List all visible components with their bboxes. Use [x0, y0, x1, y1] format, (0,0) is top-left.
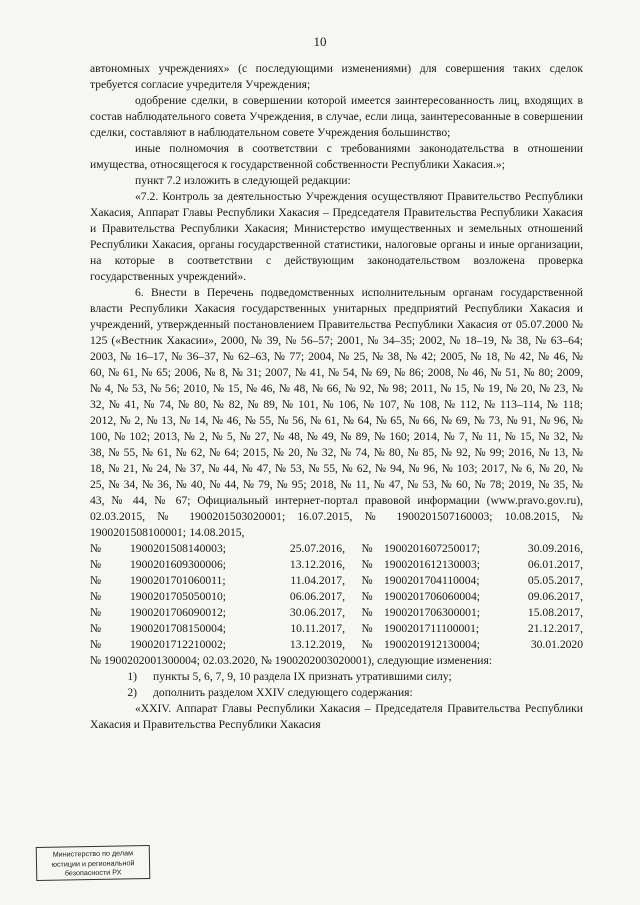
registry-date: 30.01.2020 [530, 638, 583, 651]
paragraph-5: «7.2. Контроль за деятельностью Учреждения осуществляют Правительство Республики Хакасия, Аппарат Главы Республики Хакасия – Председателя Правительства Республики Хакасия и Правительства Республики Хакасия; Министерство имущественных и земельных отношений Республики Хакасия, органы государственной статистики, налоговые органы и иные организации, на которые в соответствии с действующим законодательством возложена проверка государственных учреждений». [90, 190, 583, 283]
registry-number: 1900201705050010; [130, 590, 226, 603]
number-sign: № [90, 558, 102, 571]
registry-number: 1900201711100001; [384, 622, 480, 635]
registry-date: 10.11.2017, [290, 622, 345, 635]
registry-date: 21.12.2017, [527, 622, 583, 635]
page-number: 10 [313, 34, 327, 49]
registry-date: 06.01.2017, [527, 558, 583, 571]
paragraph-1: автономных учреждениях» (с последующими изменениями) для совершения таких сделок требуется согласие учредителя Учреждения; [90, 62, 583, 91]
number-sign: № [361, 574, 373, 587]
number-sign: № [361, 558, 373, 571]
number-sign: № [90, 606, 102, 619]
paragraph-4: пункт 7.2 изложить в следующей редакции: [135, 174, 351, 187]
number-sign: № [361, 622, 373, 635]
stamp-line: юстиции и региональной [51, 857, 135, 869]
table-row [90, 637, 583, 653]
registry-number: 1900201704110004; [384, 574, 480, 587]
number-sign: № [90, 574, 102, 587]
registry-date: 25.07.2016, [289, 542, 345, 555]
list-item-text: дополнить разделом XXIV следующего содержания: [153, 686, 413, 699]
registry-date: 05.05.2017, [527, 574, 583, 587]
registry-number: 1900201607250017; [384, 542, 480, 555]
table-row [90, 605, 583, 621]
registry-date: 06.06.2017, [289, 590, 345, 603]
registry-number: 1900201706090012; [130, 606, 226, 619]
tail-line: № 1900202001300004; 02.03.2020, № 1900202003020001), следующие изменения: [90, 654, 493, 667]
paragraph-2: одобрение сделки, в совершении которой имеется заинтересованность лиц, входящих в состав наблюдательного совета Учреждения, в случае, если лица, заинтересованные в совершении сделки, составляют в наблюдательном совете Учреждения большинство; [90, 94, 583, 139]
stamp-line: Министерство по делам [52, 848, 134, 859]
table-row [90, 557, 583, 573]
list-item-number: 1) [127, 670, 137, 683]
list-item-number: 2) [127, 686, 137, 699]
registry-number: 1900201912130004; [384, 638, 480, 651]
registry-date: 13.12.2019, [289, 638, 345, 651]
number-sign: № [90, 542, 102, 555]
registry-number: 1900201508140003; [130, 542, 226, 555]
number-sign: № [361, 542, 373, 555]
number-sign: № [361, 590, 373, 603]
number-sign: № [361, 638, 373, 651]
table-row [90, 541, 583, 557]
registry-numbers-table [90, 541, 583, 653]
number-sign: № [361, 606, 373, 619]
registry-number: 1900201609300006; [130, 558, 226, 571]
paragraph-6: 6. Внести в Перечень подведомственных исполнительным органам государственной власти Республики Хакасия государственных унитарных предприятий Республики Хакасия и учреждений, утвержденный постановлением Правительства Республики Хакасия от 05.07.2000 № 125 («Вестник Хакасии», 2000, № 39, № 56–57; 2001, № 34–35; 2002, № 18–19, № 38, № 63–64; 2003, № 16–17, № 36–37, № 62–63, № 77; 2004, № 25, № 38, № 42; 2005, № 18, № 42, № 46, № 60, № 61, № 65; 2006, № 8, № 31; 2007, № 41, № 54, № 69, № 86; 2008, № 46, № 51, № 80; 2009, № 4, № 53, № 56; 2010, № 15, № 46, № 48, № 66, № 92, № 98; 2011, № 15, № 19, № 20, № 23, № 32, № 41, № 74, № 80, № 82, № 89, № 101, № 106, № 107, № 108, № 112, № 113–114, № 118; 2012, № 2, № 13, № 14, № 46, № 55, № 56, № 61, № 64, № 65, № 66, № 69, № 73, № 91, № 96, № 100, № 102; 2013, № 2, № 5, № 27, № 48, № 49, № 89, № 160; 2014, № 7, № 11, № 15, № 32, № 38, № 55, № 61, № 62, № 64; 2015, № 20, № 32, № 74, № 80, № 85, № 92, № 99; 2016, № 13, № 18, № 21, № 24, № 37, № 44, № 47, № 53, № 55, № 62, № 94, № 96, № 103; 2017, № 6, № 20, № 25, № 34, № 36, № 40, № 44, № 79, № 95; 2018, № 11, № 47, № 53, № 60, № 78; 2019, № 35, № 43, № 44, № 67; Официальный интернет-портал правовой информации (www.pravo.gov.ru), 02.03.2015, № 1900201503020001; 16.07.2015, № 1900201507160003; 10.08.2015, № 1900201508100001; 14.08.2015, [90, 286, 583, 539]
document-body [90, 61, 583, 733]
registry-number: 1900201712210002; [130, 638, 226, 651]
number-sign: № [90, 590, 102, 603]
registry-number: 1900201706300001; [384, 606, 480, 619]
registry-date: 13.12.2016, [289, 558, 345, 571]
registry-date: 15.08.2017, [527, 606, 583, 619]
number-sign: № [90, 638, 102, 651]
list-item [90, 669, 583, 685]
registry-date: 30.06.2017, [289, 606, 345, 619]
registry-number: 1900201706060004; [384, 590, 480, 603]
list-item [90, 685, 583, 701]
registry-date: 11.04.2017, [290, 574, 345, 587]
table-row [90, 621, 583, 637]
stamp-line: безопасности РХ [64, 867, 122, 878]
registry-date: 30.09.2016, [527, 542, 583, 555]
list-item-text: пункты 5, 6, 7, 9, 10 раздела IX признать утратившими силу; [153, 670, 452, 683]
registry-number: 1900201701060011; [130, 574, 226, 587]
registry-date: 09.06.2017, [527, 590, 583, 603]
registry-number: 1900201708150004; [130, 622, 226, 635]
table-row [90, 573, 583, 589]
table-row [90, 589, 583, 605]
ministry-stamp [36, 845, 151, 881]
number-sign: № [90, 622, 102, 635]
registry-number: 1900201612130003; [384, 558, 480, 571]
section-heading: «XXIV. Аппарат Главы Республики Хакасия – Председателя Правительства Республики Хакасия и Правительства Республики Хакасия [90, 702, 583, 731]
paragraph-3: иные полномочия в соответствии с требованиями законодательства в отношении имущества, относящегося к государственной собственности Республики Хакасия.»; [90, 142, 583, 171]
